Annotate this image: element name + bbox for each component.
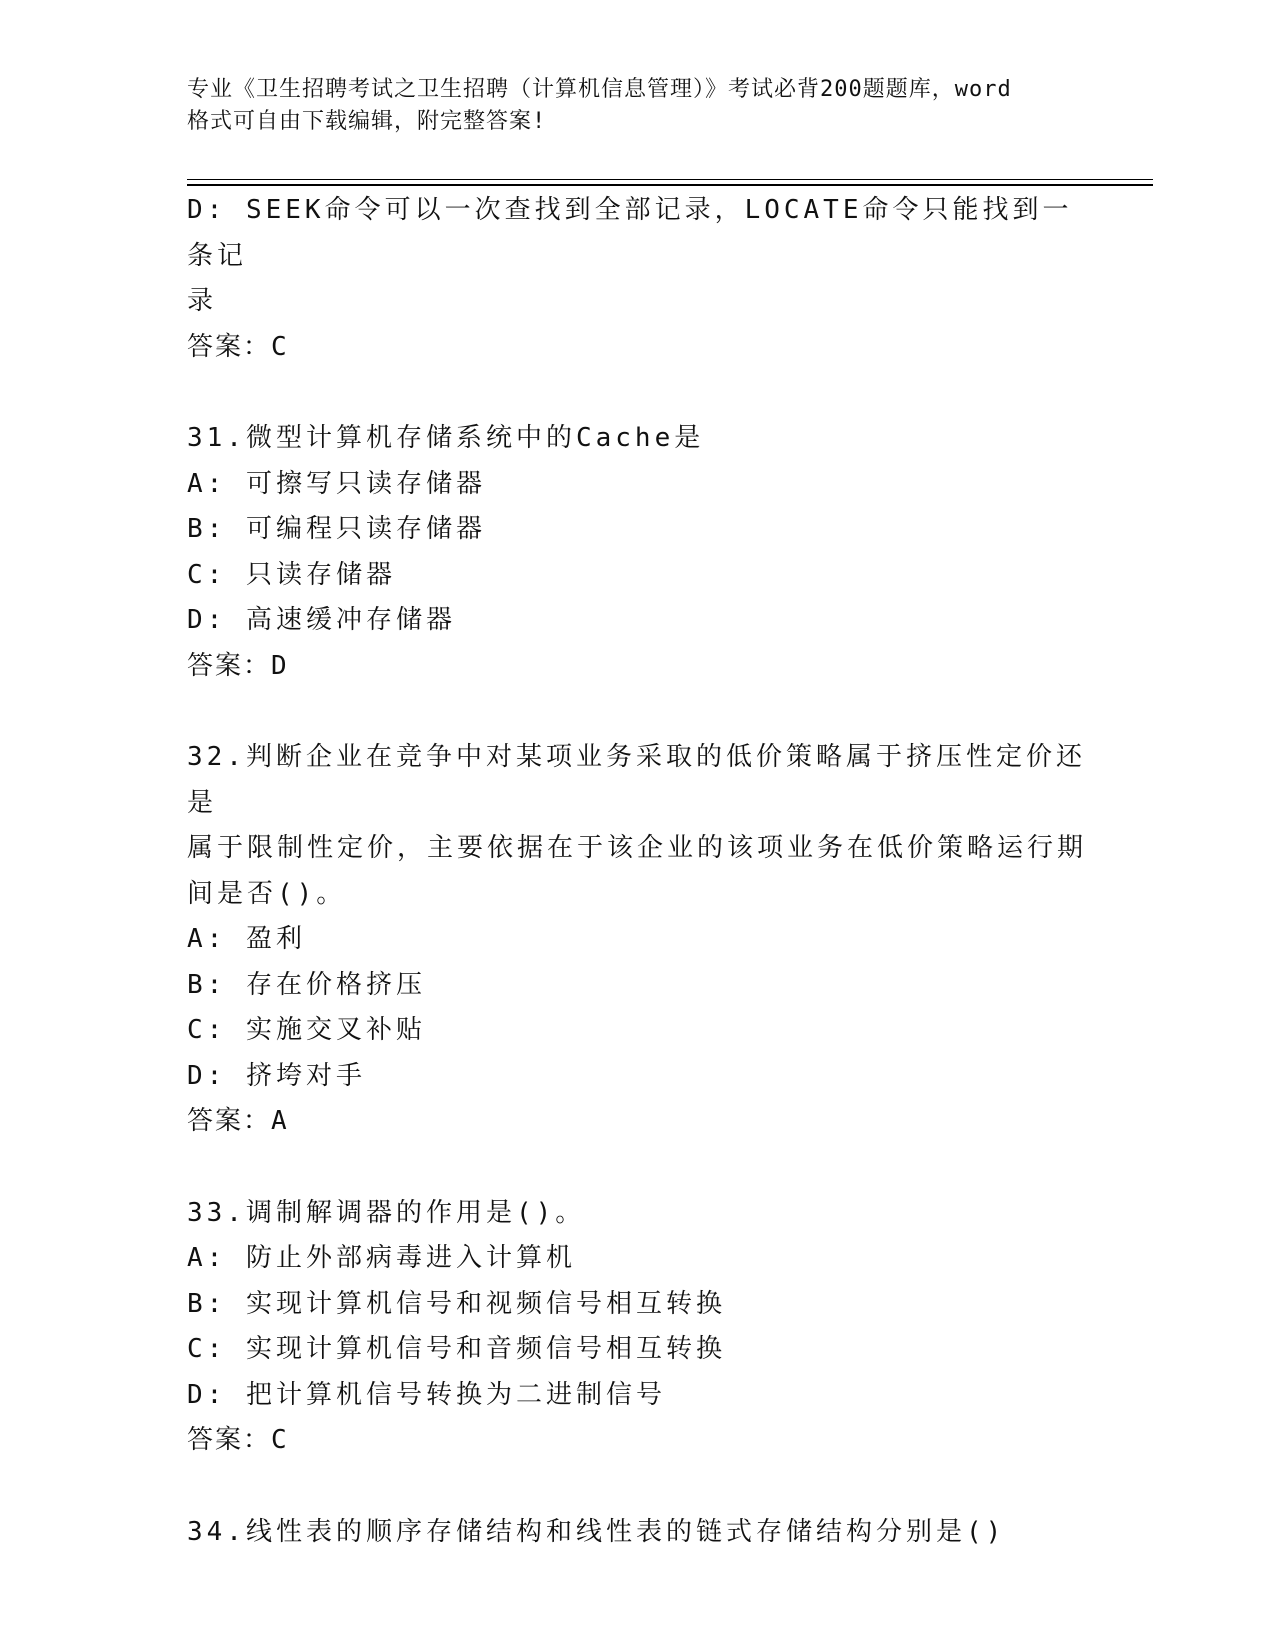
previous-question-tail	[187, 188, 1087, 370]
document-header	[187, 74, 1087, 138]
option-d: D: 把计算机信号转换为二进制信号	[187, 1379, 666, 1410]
option-d: D: 挤垮对手	[187, 1060, 366, 1091]
question-stem-continued: 间是否()。	[187, 878, 347, 909]
question-stem: 33.调制解调器的作用是()。	[187, 1197, 586, 1228]
option-b: B: 可编程只读存储器	[187, 514, 486, 544]
question-32	[187, 735, 1087, 1145]
header-line-1: 专业《卫生招聘考试之卫生招聘（计算机信息管理）》考试必背200题题库，word	[187, 77, 1012, 102]
question-stem: 34.线性表的顺序存储结构和线性表的链式存储结构分别是()	[187, 1516, 1006, 1547]
question-stem-continued: 属于限制性定价，主要依据在于该企业的该项业务在低价策略运行期	[187, 833, 1088, 863]
answer-line: 答案：A	[187, 1106, 289, 1136]
answer-line: 答案：C	[187, 331, 289, 362]
header-divider-top	[187, 179, 1153, 180]
answer-line: 答案：C	[187, 1425, 289, 1455]
option-b: B: 实现计算机信号和视频信号相互转换	[187, 1288, 726, 1319]
answer-line: 答案：D	[187, 650, 289, 681]
question-list	[187, 188, 1087, 1555]
option-a: A: 盈利	[187, 924, 306, 954]
question-31	[187, 416, 1087, 689]
option-d: D: 高速缓冲存储器	[187, 605, 456, 635]
option-b: B: 存在价格挤压	[187, 969, 426, 1000]
question-stem: 32.判断企业在竞争中对某项业务采取的低价策略属于挤压性定价还是	[187, 742, 1086, 818]
option-d-continued: 录	[187, 286, 218, 316]
question-33	[187, 1191, 1087, 1464]
question-stem: 31.微型计算机存储系统中的Cache是	[187, 423, 705, 453]
option-c: C: 实现计算机信号和音频信号相互转换	[187, 1334, 726, 1364]
option-a: A: 可擦写只读存储器	[187, 468, 486, 499]
option-a: A: 防止外部病毒进入计算机	[187, 1243, 576, 1273]
header-line-2: 格式可自由下载编辑，附完整答案!	[187, 109, 547, 134]
question-34	[187, 1510, 1087, 1556]
option-d: D: SEEK命令可以一次查找到全部记录，LOCATE命令只能找到一条记	[187, 195, 1073, 271]
option-c: C: 只读存储器	[187, 559, 396, 590]
option-c: C: 实施交叉补贴	[187, 1015, 426, 1045]
header-divider-bottom	[187, 184, 1153, 186]
